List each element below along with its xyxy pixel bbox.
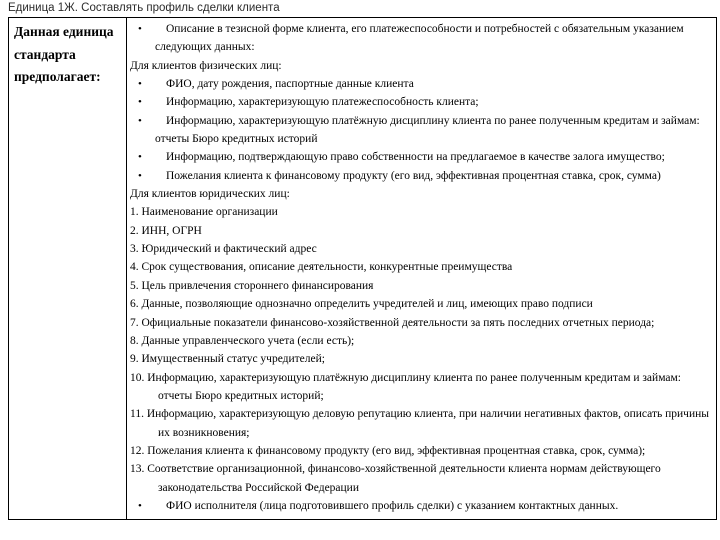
- item-text: 6. Данные, позволяющие однозначно определить учредителей и лиц, имеющих право подписи: [130, 298, 593, 311]
- content-item: [130, 277, 714, 295]
- page-title: Единица 1Ж. Составлять профиль сделки клиента: [8, 2, 280, 14]
- item-text: 5. Цель привлечения стороннего финансирования: [130, 279, 374, 292]
- item-text: Информацию, характеризующую платежеспособность клиента;: [166, 96, 479, 109]
- content-item: [130, 369, 714, 406]
- item-text: Описание в тезисной форме клиента, его платежеспособности и потребностей с обязательным указанием следующих данных:: [155, 23, 684, 54]
- content-item: [130, 148, 714, 166]
- item-text: 3. Юридический и фактический адрес: [130, 243, 317, 256]
- item-text: 12. Пожелания клиента к финансовому продукту (его вид, эффективная процентная ставка, срок, сумма);: [130, 444, 646, 457]
- item-text: Информацию, характеризующую платёжную дисциплину клиента по ранее полученным кредитам и займам: отчеты Бюро кредитных историй: [155, 114, 700, 146]
- content-item: [130, 167, 714, 185]
- bullet-icon: •: [138, 23, 142, 35]
- item-text: Для клиентов физических лиц:: [130, 59, 282, 72]
- bullet-icon: •: [138, 96, 142, 109]
- item-text: 10. Информацию, характеризующую платёжную дисциплину клиента по ранее полученным кредитам и займам: отчеты Бюро кредитных историй;: [130, 371, 681, 402]
- header-label: Данная единица стандарта предполагает:: [14, 24, 114, 84]
- bullet-icon: •: [138, 78, 142, 91]
- content-item: [130, 57, 714, 75]
- bullet-icon: •: [138, 499, 142, 512]
- item-text: 4. Срок существования, описание деятельности, конкурентные преимущества: [130, 261, 513, 274]
- item-text: Информацию, подтверждающую право собственности на предлагаемое в качестве залога имущество;: [166, 151, 665, 164]
- content-item: [130, 442, 714, 460]
- item-text: ФИО исполнителя (лица подготовившего профиль сделки) с указанием контактных данных.: [166, 499, 619, 512]
- content-item: [130, 332, 714, 350]
- content-item: [130, 93, 714, 111]
- content-item: [130, 295, 714, 313]
- content-item: [130, 203, 714, 221]
- content-item: [130, 112, 714, 149]
- content-item: [130, 185, 714, 203]
- content-item: [130, 75, 714, 93]
- item-text: 8. Данные управленческого учета (если есть);: [130, 334, 355, 347]
- standard-unit-table: [8, 17, 717, 520]
- item-text: Для клиентов юридических лиц:: [130, 188, 290, 201]
- item-text: 9. Имущественный статус учредителей;: [130, 353, 325, 366]
- content-item: [130, 497, 714, 515]
- content-item: [130, 258, 714, 276]
- content-item: [130, 314, 714, 332]
- item-text: 13. Соответствие организационной, финансово-хозяйственной деятельности клиента нормам действующего законодательства Российской Федерации: [130, 463, 661, 494]
- content-item-list: [130, 20, 714, 515]
- content-item: [130, 405, 714, 442]
- item-text: 1. Наименование организации: [130, 206, 278, 219]
- bullet-icon: •: [138, 114, 142, 127]
- item-text: 2. ИНН, ОГРН: [130, 224, 202, 237]
- content-item: [130, 20, 714, 57]
- item-text: Пожелания клиента к финансовому продукту (его вид, эффективная процентная ставка, срок, сумма): [166, 169, 661, 182]
- item-text: 11. Информацию, характеризующую деловую репутацию клиента, при наличии негативных фактов, описать причины их возникновения;: [130, 408, 709, 439]
- table-content-cell: [127, 18, 716, 519]
- item-text: 7. Официальные показатели финансово-хозяйственной деятельности за пять последних отчетных периода;: [130, 316, 655, 329]
- content-item: [130, 222, 714, 240]
- bullet-icon: •: [138, 151, 142, 164]
- content-item: [130, 460, 714, 497]
- content-item: [130, 350, 714, 368]
- table-header-cell: [9, 18, 127, 519]
- content-item: [130, 240, 714, 258]
- item-text: ФИО, дату рождения, паспортные данные клиента: [166, 78, 414, 91]
- bullet-icon: •: [138, 169, 142, 182]
